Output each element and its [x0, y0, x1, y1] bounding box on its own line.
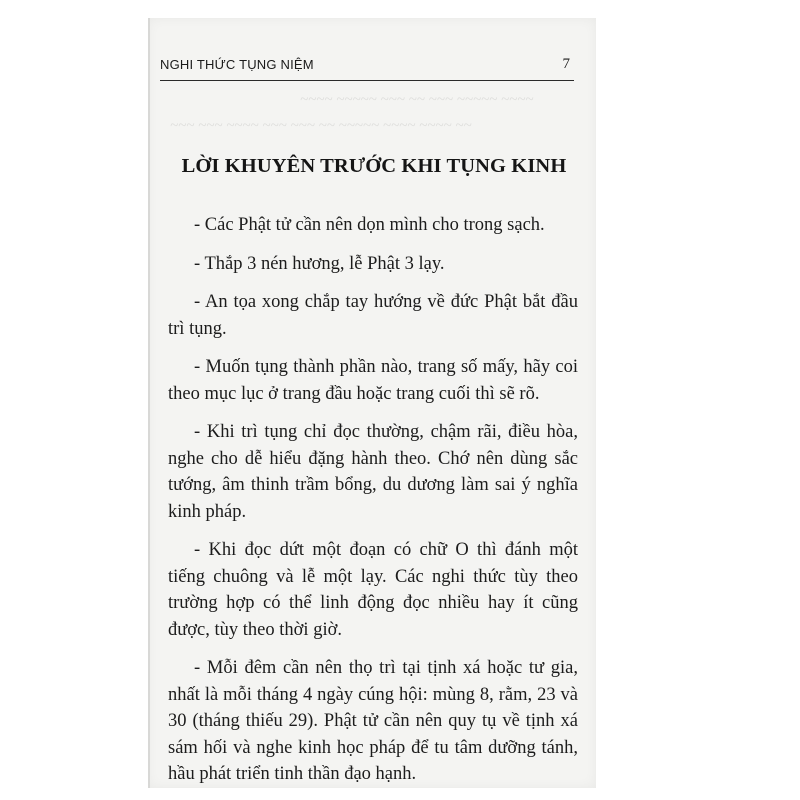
paragraph: - Các Phật tử cần nên dọn mình cho trong sạch. — [194, 215, 545, 235]
paragraph: - Muốn tụng thành phần nào, trang số mấy, hãy coi theo mục lục ở trang đầu hoặc trang cuối thì sẽ rõ. — [168, 357, 578, 404]
paragraph: - An tọa xong chắp tay hướng về đức Phật bắt đầu trì tụng. — [168, 292, 578, 339]
paragraph: - Mỗi đêm cần nên thọ trì tại tịnh xá hoặc tư gia, nhất là mỗi tháng 4 ngày cúng hội: mùng 8, rằm, 23 và 30 (tháng thiếu 29). Phật tử cần nên quy tụ về tịnh xá sám hối và nghe kinh học pháp để tu tâm dưỡng tánh, hầu phát triển tinh thần đạo hạnh. — [168, 658, 578, 784]
paragraph: - Thắp 3 nén hương, lễ Phật 3 lạy. — [194, 253, 445, 274]
body-text — [168, 212, 578, 800]
page-edge — [148, 18, 150, 788]
paragraph: - Khi trì tụng chỉ đọc thường, chậm rãi, điều hòa, nghe cho dễ hiểu đặng hành theo. Chớ nên dùng sắc tướng, âm thinh trầm bổng, du dương làm sai ý nghĩa kinh pháp. — [168, 422, 578, 522]
paragraph: - Khi đọc dứt một đoạn có chữ O thì đánh một tiếng chuông và lễ một lạy. Các nghi thức tùy theo trường hợp có thể linh động đọc nhiều hay ít cũng được, tùy theo thời giờ. — [168, 540, 578, 640]
page-number: 7 — [562, 56, 570, 72]
header-title: NGHI THỨC TỤNG NIỆM — [160, 57, 314, 72]
chapter-title: LỜI KHUYÊN TRƯỚC KHI TỤNG KINH — [181, 155, 567, 177]
running-header — [160, 56, 574, 81]
